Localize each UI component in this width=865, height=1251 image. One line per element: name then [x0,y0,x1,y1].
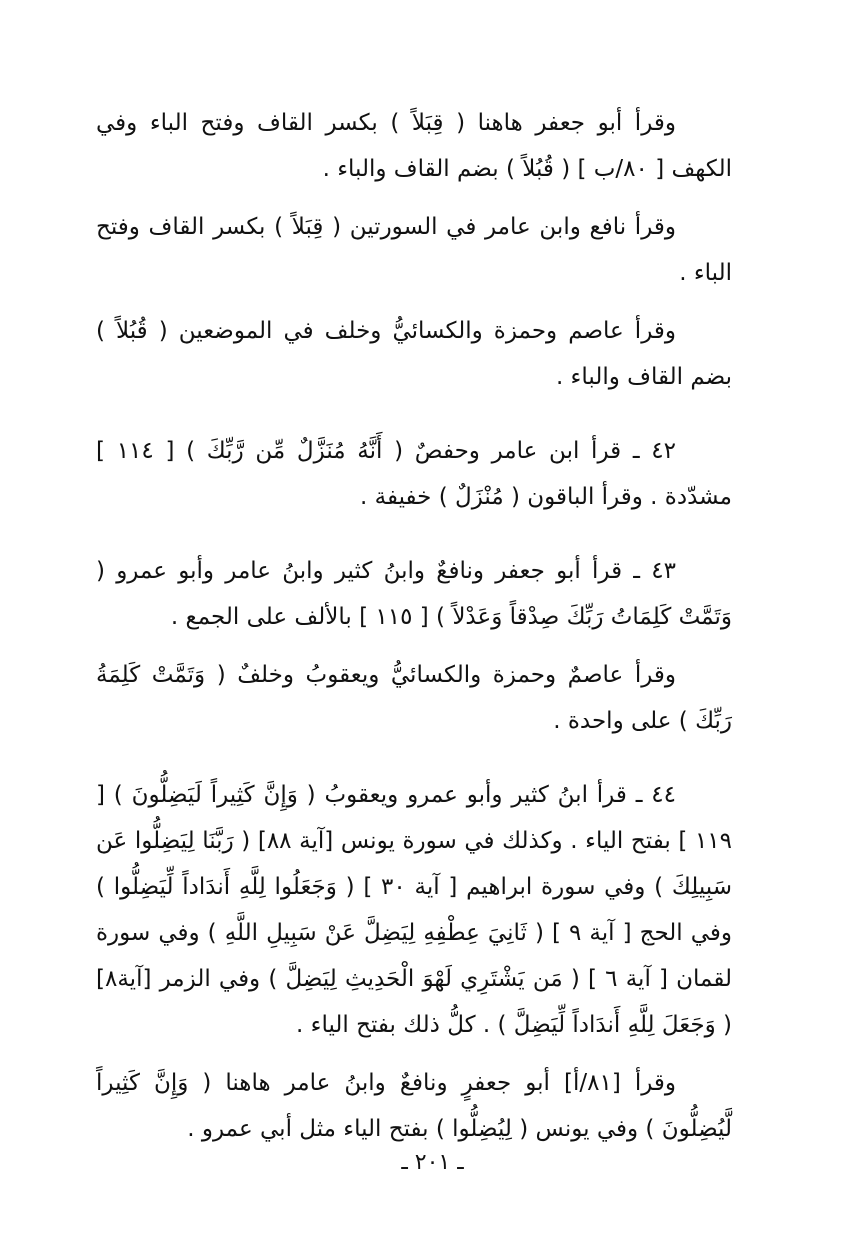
paragraph-3: وقرأ عاصم وحمزة والكسائيُّ وخلف في الموضعين ( قُبُلاً ) بضم القاف والباء . [96,318,732,390]
paragraph-44: ٤٤ ـ قرأ ابنُ كثير وأبو عمرو ويعقوبُ ( وَإِنَّ كَثِيراً لَيَضِلُّونَ ) [ ١١٩ ] بفتح الياء . وكذلك في سورة يونس [آية ٨٨] ( رَبَّنَا لِيَضِلُّوا عَن سَبِيلِكَ ) وفي سورة ابراهيم [ آية ٣٠ ] ( وَجَعَلُوا لِلَّهِ أَندَاداً لِّيَضِلُّوا ) وفي الحج [ آية ٩ ] ( ثَانِيَ عِطْفِهِ لِيَضِلَّ عَنْ سَبِيلِ اللَّهِ ) وفي سورة لقمان [ آية ٦ ] ( مَن يَشْتَرِي لَهْوَ الْحَدِيثِ لِيَضِلَّ ) وفي الزمر [آية٨] ( وَجَعَلَ لِلَّهِ أَندَاداً لِّيَضِلَّ ) . كلُّ ذلك بفتح الياء . [96,782,732,1038]
paragraph-43: ٤٣ ـ قرأ أبو جعفر ونافعٌ وابنُ كثير وابنُ عامر وأبو عمرو ( وَتَمَّتْ كَلِمَاتُ رَبِّكَ صِدْقاً وَعَدْلاً ) [ ١١٥ ] بالألف على الجمع . [96,558,732,630]
paragraph-44-continued: وقرأ [٨١/أ] أبو جعفرٍ ونافعٌ وابنُ عامر هاهنا ( وَإِنَّ كَثِيراً لَّيُضِلُّونَ ) وفي يونس ( لِيُضِلُّوا ) بفتح الياء مثل أبي عمرو . [96,1070,732,1142]
paragraph-42: ٤٢ ـ قرأ ابن عامر وحفصٌ ( أَنَّهُ مُنَزَّلٌ مِّن رَّبِّكَ ) [ ١١٤ ] مشدّدة . وقرأ الباقون ( مُنْزَلٌ ) خفيفة . [96,438,732,510]
paragraph-2: وقرأ نافع وابن عامر في السورتين ( قِبَلاً ) بكسر القاف وفتح الباء . [96,214,732,286]
main-text [96,100,732,1152]
paragraph-43-continued: وقرأ عاصمٌ وحمزة والكسائيُّ ويعقوبُ وخلفٌ ( وَتَمَّتْ كَلِمَةُ رَبِّكَ ) على واحدة . [96,662,732,734]
paragraph-1: وقرأ أبو جعفر هاهنا ( قِبَلاً ) بكسر القاف وفتح الباء وفي الكهف [ ٨٠/ب ] ( قُبُلاً ) بضم القاف والباء . [96,110,732,182]
page-number: ـ ٢٠١ ـ [401,1150,464,1175]
